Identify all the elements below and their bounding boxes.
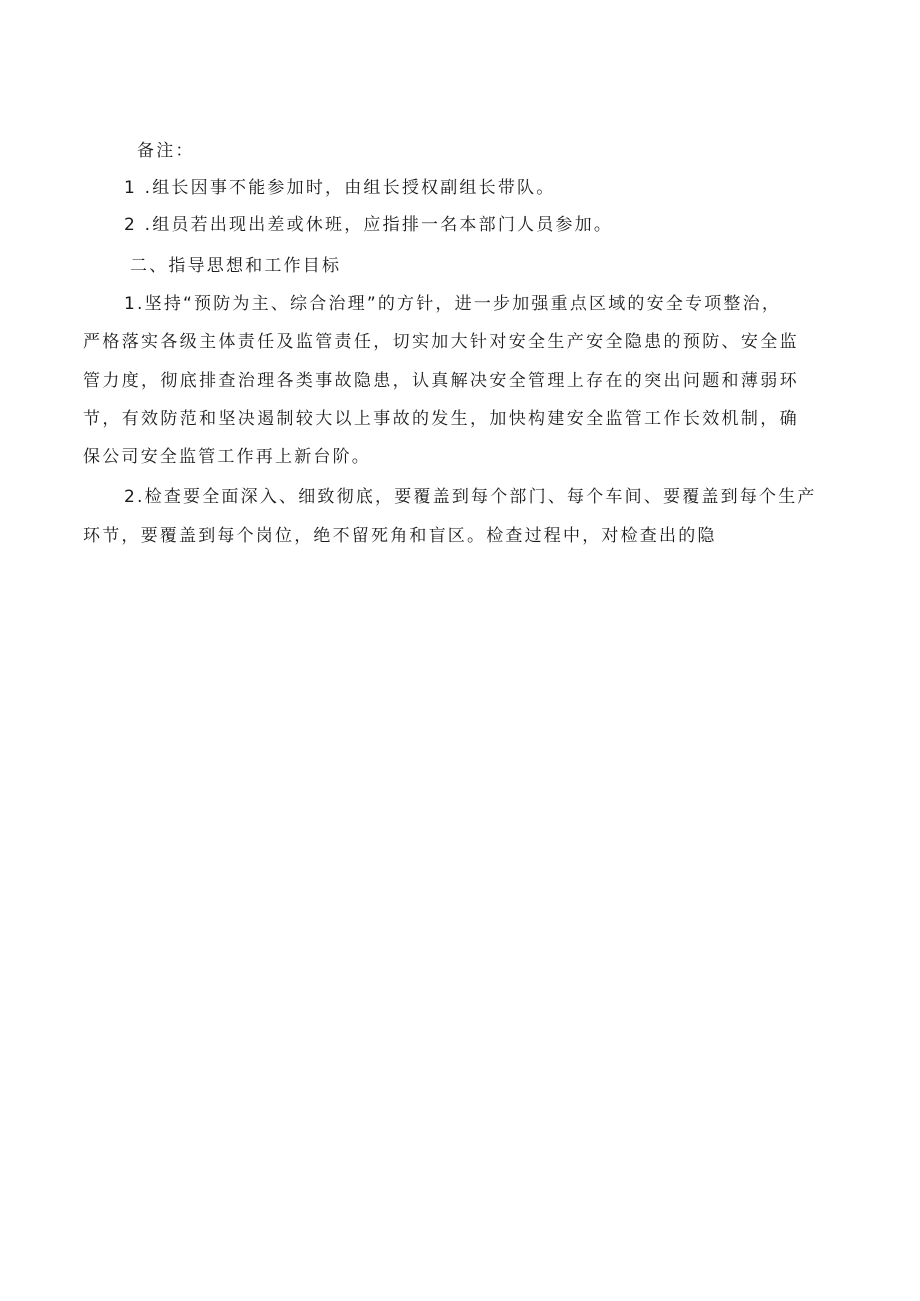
paragraph-2-line-1: 2.检查要全面深入、细致彻底，要覆盖到每个部门、每个车间、要覆盖到每个生产 [124,487,817,507]
paragraph-2-line-2: 环节，要覆盖到每个岗位，绝不留死角和盲区。检查过程中，对检查出的隐 [83,526,717,546]
paragraph-1-line-1: 1.坚持“预防为主、综合治理”的方针，进一步加强重点区域的安全专项整治， [124,294,782,314]
remark-item-1: 1 .组长因事不能参加时，由组长授权副组长带队。 [124,178,556,198]
paragraph-1-line-2: 严格落实各级主体责任及监管责任，切实加大针对安全生产安全隐患的预防、安全监 [83,332,799,352]
paragraph-1-line-3: 管力度，彻底排查治理各类事故隐患，认真解决安全管理上存在的突出问题和薄弱环 [83,371,799,391]
paragraph-1-line-5: 保公司安全监管工作再上新台阶。 [83,447,371,467]
section-heading: 二、指导思想和工作目标 [130,256,342,276]
remarks-label: 备注： [137,141,195,161]
paragraph-1-line-4: 节，有效防范和坚决遏制较大以上事故的发生，加快构建安全监管工作长效机制，确 [83,409,799,429]
remark-item-2: 2 .组员若出现出差或休班，应指排一名本部门人员参加。 [124,215,614,235]
